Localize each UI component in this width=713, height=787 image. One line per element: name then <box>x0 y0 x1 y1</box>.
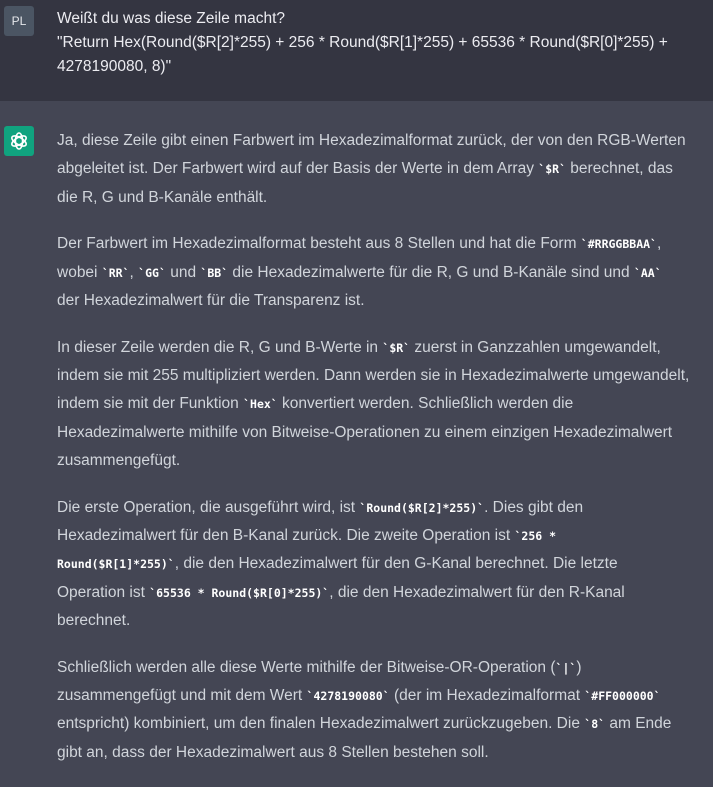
inline-code-value: | <box>562 660 570 675</box>
answer-text: wobei <box>57 263 102 281</box>
user-message-line: "Return Hex(Round($R[2]*255) + 256 * Round($R[1]*255) + 65536 * Round($R[0]*255) + <box>57 34 668 51</box>
inline-code: `BB` <box>200 265 229 280</box>
answer-text: am Ende <box>605 715 672 733</box>
answer-text: berechnet, das <box>566 160 673 178</box>
inline-code: `$R` <box>382 340 411 355</box>
inline-code-value: #RRGGBBAA <box>587 237 651 252</box>
answer-text: konvertiert werden. Schließlich werden die <box>277 395 574 413</box>
user-message <box>57 7 707 79</box>
inline-code-value: 4278190080 <box>313 689 383 704</box>
inline-code: `#FF000000` <box>584 689 661 704</box>
answer-text: Der Farbwert im Hexadezimalformat besteht aus 8 Stellen und hat die Form <box>57 235 581 253</box>
answer-text: Operation ist <box>57 583 150 601</box>
answer-text: zusammengefügt und mit dem Wert <box>57 687 307 705</box>
answer-text: indem sie mit der Funktion <box>57 395 244 413</box>
answer-text: die Hexadezimalwerte für die R, G und B-Kanäle sind und <box>228 263 634 281</box>
answer-text: zuerst in Ganzzahlen umgewandelt, <box>410 338 661 356</box>
answer-text: indem sie mit 255 multipliziert werden. Dann werden sie in Hexadezimalwerte umgewandelt, <box>57 367 690 385</box>
inline-code: `GG` <box>138 265 166 280</box>
inline-code-value: BB <box>207 265 222 280</box>
answer-text: , die den Hexadezimalwert für den R-Kanal <box>329 583 625 601</box>
answer-text: (der im Hexadezimalformat <box>389 687 585 705</box>
inline-code: `Round($R[2]*255)` <box>359 500 485 515</box>
answer-text: Hexadezimalwert für den B-Kanal zurück. Die zweite Operation ist <box>57 527 515 545</box>
answer-text: , <box>129 263 139 281</box>
answer-text: . Dies gibt den <box>484 498 584 516</box>
inline-code-value: 65536 * Round($R[0]*255) <box>156 585 323 600</box>
user-message-row <box>0 0 713 101</box>
inline-code-value: Round($R[2]*255) <box>366 500 478 515</box>
inline-code-value: $R <box>545 162 560 177</box>
answer-text: gibt an, dass der Hexadezimalwert aus 8 Stellen bestehen soll. <box>57 743 489 761</box>
inline-code-value: AA <box>640 265 655 280</box>
answer-text: Schließlich werden alle diese Werte mithilfe der Bitweise-OR-Operation ( <box>57 658 556 676</box>
inline-code: `#RRGGBBAA` <box>580 237 657 252</box>
inline-code-value: Round($R[1]*255) <box>57 557 168 572</box>
answer-text: der Hexadezimalwert für die Transparenz ist. <box>57 291 365 309</box>
inline-code: `$R` <box>538 162 566 177</box>
user-message-line: Weißt du was diese Zeile macht? <box>57 10 286 27</box>
answer-paragraph <box>57 127 713 212</box>
inline-code-value: RR <box>108 265 123 280</box>
inline-code: `AA` <box>633 265 662 280</box>
openai-logo-icon <box>4 126 34 156</box>
user-message-line: 4278190080, 8)" <box>57 58 172 75</box>
inline-code-value: Hex <box>250 397 271 412</box>
inline-code-value: GG <box>145 265 159 280</box>
answer-paragraph <box>57 654 713 767</box>
inline-code: Round($R[1]*255)` <box>57 557 175 572</box>
answer-text: Die erste Operation, die ausgeführt wird, ist <box>57 498 360 516</box>
inline-code: `|` <box>555 660 577 675</box>
inline-code: `4278190080` <box>306 689 390 704</box>
answer-text: entspricht) kombiniert, um den finalen Hexadezimalwert zurückzugeben. Die <box>57 715 585 733</box>
answer-text: Hexadezimalwerte mithilfe von Bitweise-Operationen zu einem einzigen Hexadezimalwert <box>57 423 673 441</box>
inline-code: `65536 * Round($R[0]*255)` <box>149 585 330 600</box>
answer-text: die R, G und B-Kanäle enthält. <box>57 188 268 206</box>
answer-text: , die den Hexadezimalwert für den G-Kanal berechnet. Die letzte <box>174 555 618 573</box>
user-avatar: PL <box>4 6 34 36</box>
answer-paragraph <box>57 334 713 475</box>
answer-text: und <box>165 263 201 281</box>
answer-text: , <box>656 235 662 253</box>
answer-paragraph <box>57 230 713 315</box>
inline-code: `RR` <box>101 265 130 280</box>
inline-code-value: #FF000000 <box>591 689 654 704</box>
answer-text: abgeleitet ist. Der Farbwert wird auf der Basis der Werte in dem Array <box>57 160 539 178</box>
answer-text: berechnet. <box>57 611 131 629</box>
answer-text: Ja, diese Zeile gibt einen Farbwert im Hexadezimalformat zurück, der von den RGB-Werten <box>57 132 686 149</box>
inline-code: `8` <box>584 717 606 732</box>
assistant-message <box>57 127 713 785</box>
inline-code-value: 256 * <box>521 529 557 544</box>
answer-text: In dieser Zeile werden die R, G und B-Werte in <box>57 338 383 356</box>
inline-code: `256 * <box>514 529 557 544</box>
inline-code-value: $R <box>389 340 404 355</box>
inline-code: `Hex` <box>243 397 278 412</box>
answer-text: ) <box>576 658 582 676</box>
answer-text: zusammengefügt. <box>57 451 181 469</box>
inline-code-value: 8 <box>591 717 599 732</box>
answer-paragraph <box>57 494 713 635</box>
